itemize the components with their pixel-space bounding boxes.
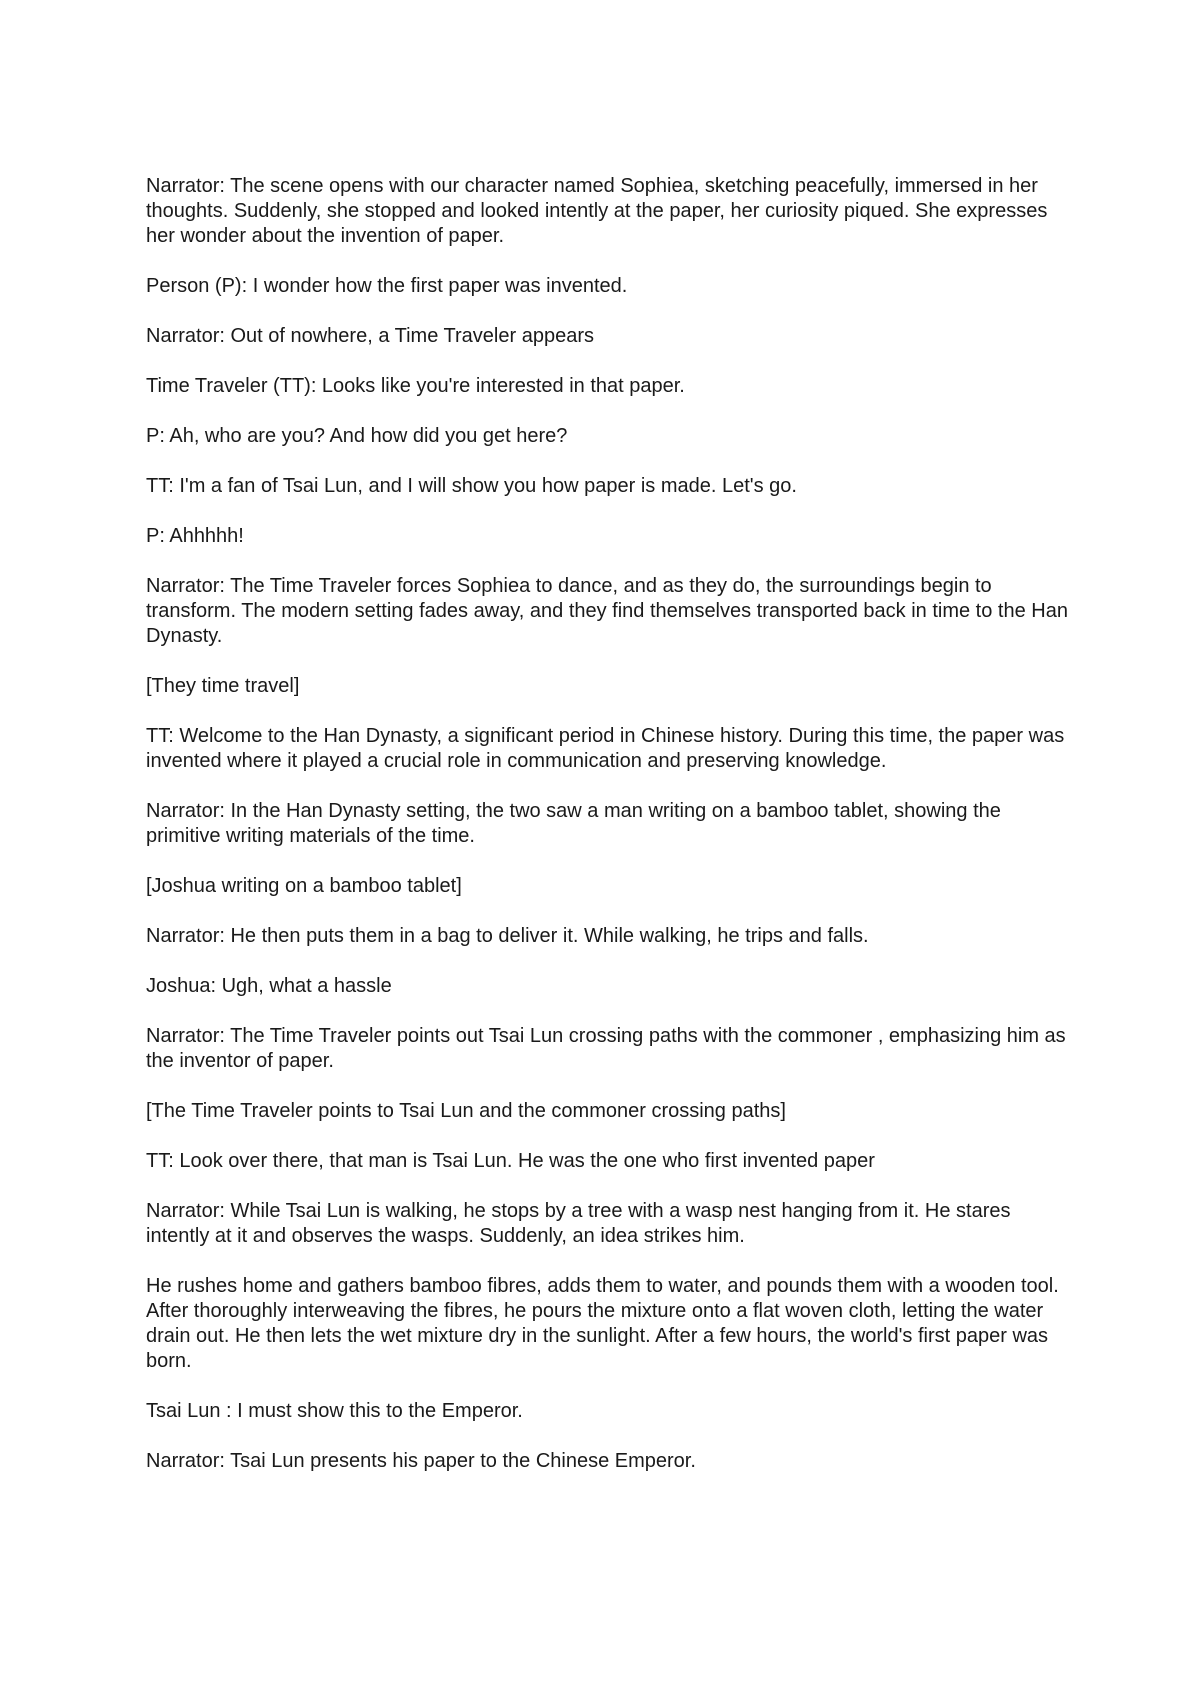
paragraph-narrator-points-out: Narrator: The Time Traveler points out Tsai Lun crossing paths with the commoner , emphasizing him as the inventor of paper. <box>146 1025 1066 1072</box>
paragraph-narrator-presents: Narrator: Tsai Lun presents his paper to the Chinese Emperor. <box>146 1450 696 1472</box>
paragraph-paper-making-process: He rushes home and gathers bamboo fibres, adds them to water, and pounds them with a wooden tool. After thoroughly interweaving the fibres, he pours the mixture onto a flat woven cloth, letting the water drain out. He then lets the wet mixture dry in the sunlight. After a few hours, the world's first paper was born. <box>146 1275 1059 1372</box>
paragraph-tt-fan-of-tsai-lun: TT: I'm a fan of Tsai Lun, and I will show you how paper is made. Let's go. <box>146 475 797 497</box>
paragraph-p-ahhhhh: P: Ahhhhh! <box>146 525 244 547</box>
paragraph-narrator-bamboo-tablet: Narrator: In the Han Dynasty setting, the two saw a man writing on a bamboo tablet, showing the primitive writing materials of the time. <box>146 800 1001 847</box>
paragraph-narrator-dance: Narrator: The Time Traveler forces Sophiea to dance, and as they do, the surroundings begin to transform. The modern setting fades away, and they find themselves transported back in time to the Han Dynasty. <box>146 575 1068 647</box>
paragraph-tt-look-over-there: TT: Look over there, that man is Tsai Lun. He was the one who first invented paper <box>146 1150 875 1172</box>
script-text-body <box>146 174 1076 1499</box>
paragraph-narrator-opening: Narrator: The scene opens with our character named Sophiea, sketching peacefully, immersed in her thoughts. Suddenly, she stopped and looked intently at the paper, her curiosity piqued. She expresses her wonder about the invention of paper. <box>146 175 1048 247</box>
paragraph-stage-joshua-writing: [Joshua writing on a bamboo tablet] <box>146 875 462 897</box>
paragraph-stage-points-to: [The Time Traveler points to Tsai Lun and the commoner crossing paths] <box>146 1100 786 1122</box>
paragraph-tsai-lun-emperor: Tsai Lun : I must show this to the Emperor. <box>146 1400 523 1422</box>
paragraph-person-wonder: Person (P): I wonder how the first paper was invented. <box>146 275 628 297</box>
paragraph-p-who-are-you: P: Ah, who are you? And how did you get here? <box>146 425 568 447</box>
paragraph-narrator-bag: Narrator: He then puts them in a bag to deliver it. While walking, he trips and falls. <box>146 925 869 947</box>
paragraph-stage-time-travel: [They time travel] <box>146 675 300 697</box>
paragraph-tt-welcome-han: TT: Welcome to the Han Dynasty, a significant period in Chinese history. During this time, the paper was invented where it played a crucial role in communication and preserving knowledge. <box>146 725 1065 772</box>
paragraph-narrator-wasp-nest: Narrator: While Tsai Lun is walking, he stops by a tree with a wasp nest hanging from it. He stares intently at it and observes the wasps. Suddenly, an idea strikes him. <box>146 1200 1011 1247</box>
paragraph-narrator-time-traveler-appears: Narrator: Out of nowhere, a Time Traveler appears <box>146 325 594 347</box>
paragraph-joshua-hassle: Joshua: Ugh, what a hassle <box>146 975 392 997</box>
paragraph-tt-interested: Time Traveler (TT): Looks like you're interested in that paper. <box>146 375 685 397</box>
